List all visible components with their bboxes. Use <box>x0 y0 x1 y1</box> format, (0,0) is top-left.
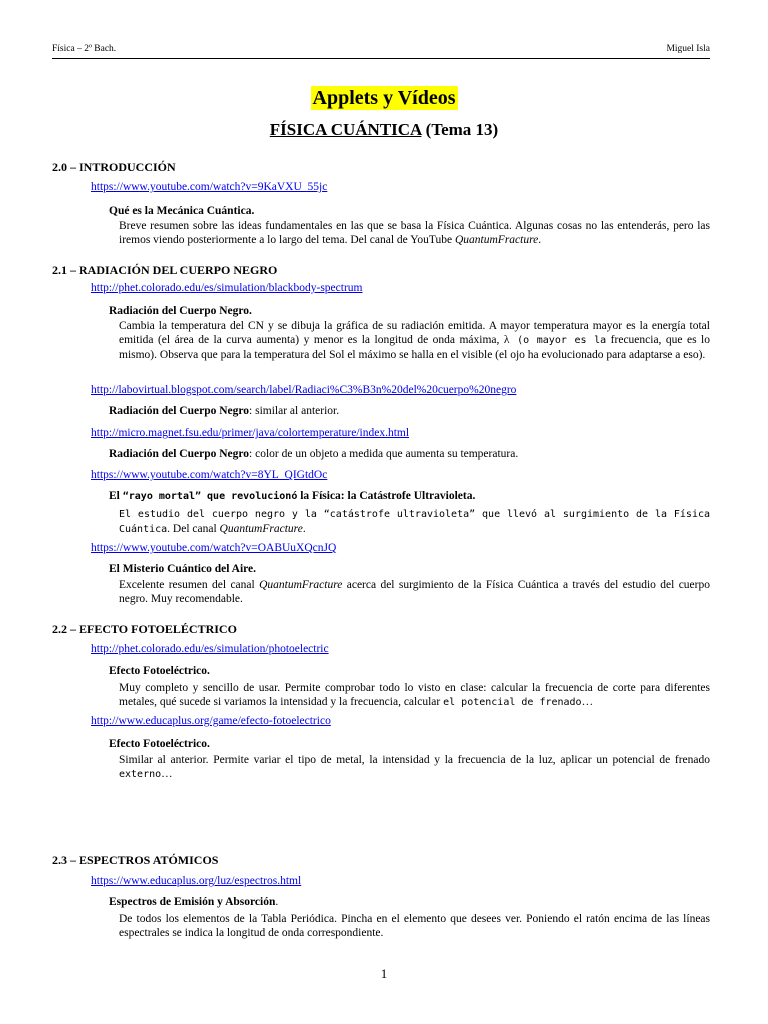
link-youtube-aire[interactable]: https://www.youtube.com/watch?v=OABUuXQcnJQ <box>91 542 337 554</box>
entry-title <box>109 405 339 417</box>
desc-text: Breve resumen sobre las ideas fundamentales en las que se basa la Física Cuántica. Algunas cosas no las entenderás, pero las iremos viendo posteriormente a lo largo del tema. Del canal de YouTube <box>119 220 710 246</box>
desc-text: Muy completo y sencillo de usar. Permite comprobar todo lo visto en clase: calcular la frecuencia de corte para diferentes metales, qué sucede si variamos la intensidad y la frecuencia, calcular <box>119 682 710 708</box>
channel-name: QuantumFracture <box>219 523 303 535</box>
entry-title <box>109 305 252 317</box>
link-labovirtual[interactable]: http://labovirtual.blogspot.com/search/label/Radiaci%C3%B3n%20del%20cuerpo%20negro <box>91 384 517 396</box>
entry-title-text: la Física: la Catástrofe Ultravioleta. <box>297 490 476 502</box>
desc-text-alt: El estudio del cuerpo negro y la “catástrofe ultravioleta” que llevó al surgimiento de la Física Cuántica <box>119 509 710 535</box>
section-heading-intro: 2.0 – INTRODUCCIÓN <box>52 160 176 174</box>
entry-title-rest: : color de un objeto a medida que aumenta su temperatura. <box>249 448 519 460</box>
entry-title-text: Efecto Fotoeléctrico. <box>109 738 210 750</box>
entry-title-text: Radiación del Cuerpo Negro <box>109 405 250 417</box>
desc-text: Cambia la temperatura del CN y se dibuja la gráfica de su radiación emitida. A mayor temperatura mayor es la energía total emitida (el área de la curva aumenta) y menor es la longitud de onda máxima, λ <box>119 320 710 346</box>
desc-text-alt: (o mayor es la <box>509 335 607 346</box>
entry-title-text: Radiación del Cuerpo Negro. <box>109 305 252 317</box>
entry-title <box>109 665 210 677</box>
entry-title <box>109 738 210 750</box>
link-educaplus-photoelectric[interactable]: http://www.educaplus.org/game/efecto-fotoelectrico <box>91 715 331 727</box>
entry-title-text: Efecto Fotoeléctrico. <box>109 665 210 677</box>
entry-title-rest: . <box>275 896 279 908</box>
entry-title <box>109 563 256 575</box>
link-phet-blackbody[interactable]: http://phet.colorado.edu/es/simulation/blackbody-spectrum <box>91 282 363 294</box>
entry-title-text: Qué es la Mecánica Cuántica. <box>109 205 255 217</box>
subtitle-tema: (Tema 13) <box>425 120 499 139</box>
entry-title-rest: : similar al anterior. <box>249 405 340 417</box>
entry-description <box>119 681 710 710</box>
desc-text: Similar al anterior. Permite variar el tipo de metal, la intensidad y la frecuencia de la luz, aplicar un potencial de frenado <box>119 754 710 766</box>
entry-title <box>109 896 278 908</box>
header-course: Física – 2º Bach. <box>52 44 117 54</box>
page-subtitle <box>0 120 768 140</box>
subtitle-main: FÍSICA CUÁNTICA <box>269 120 422 139</box>
section-heading-blackbody: 2.1 – RADIACIÓN DEL CUERPO NEGRO <box>52 263 278 277</box>
entry-description <box>119 219 710 247</box>
channel-name: QuantumFracture <box>455 234 539 246</box>
header-author: Miguel Isla <box>666 44 710 54</box>
entry-title-alt: “rayo mortal” que revolucionó <box>122 491 298 502</box>
page-header <box>52 44 710 59</box>
desc-text: . <box>538 234 542 246</box>
desc-text: … <box>581 696 594 708</box>
entry-description <box>119 753 710 782</box>
entry-title-text: Radiación del Cuerpo Negro <box>109 448 250 460</box>
section-heading-photoelectric: 2.2 – EFECTO FOTOELÉCTRICO <box>52 622 237 636</box>
desc-text-alt: externo <box>119 769 162 780</box>
desc-text: Excelente resumen del canal <box>119 579 260 591</box>
desc-text: . <box>302 523 306 535</box>
link-youtube-intro[interactable]: https://www.youtube.com/watch?v=9KaVXU_55jc <box>91 181 328 193</box>
link-phet-photoelectric[interactable]: http://phet.colorado.edu/es/simulation/photoelectric <box>91 643 329 655</box>
entry-description <box>119 319 710 362</box>
desc-text: acerca del surgimiento de la Física Cuántica a través del estudio del cuerpo negro. Muy recomendable. <box>119 579 710 605</box>
link-micro-magnet[interactable]: http://micro.magnet.fsu.edu/primer/java/colortemperature/index.html <box>91 427 410 439</box>
entry-title-text: El Misterio Cuántico del Aire. <box>109 563 257 575</box>
desc-text-alt: el potencial de frenado <box>443 697 582 708</box>
entry-description <box>119 578 710 606</box>
link-youtube-catastrofe[interactable]: https://www.youtube.com/watch?v=8YL_QIGtdOc <box>91 469 328 481</box>
desc-text: frecuencia, que es lo mismo). Observa que para la temperatura del Sol el máximo se halla en el visible (el ojo ha evolucionado para adaptarse a eso). <box>119 334 710 361</box>
title-wrap <box>0 86 768 110</box>
channel-name: QuantumFracture <box>259 579 343 591</box>
entry-title <box>109 448 518 460</box>
entry-description: De todos los elementos de la Tabla Periódica. Pincha en el elemento que desees ver. Poniendo el ratón encima de las líneas espectrales se indica la longitud de onda correspondiente. <box>119 913 710 939</box>
page-title: Applets y Vídeos <box>312 87 456 109</box>
desc-text: … <box>161 768 173 780</box>
section-heading-spectra: 2.3 – ESPECTROS ATÓMICOS <box>52 853 219 867</box>
link-educaplus-espectros[interactable]: https://www.educaplus.org/luz/espectros.html <box>91 875 302 887</box>
entry-title-text: Espectros de Emisión y Absorción <box>109 896 276 908</box>
entry-title <box>109 205 254 217</box>
desc-text: . Del canal <box>167 523 220 535</box>
entry-description <box>119 507 710 537</box>
entry-title <box>109 490 475 502</box>
entry-title-text: El <box>109 490 123 502</box>
page-number: 1 <box>380 966 388 981</box>
